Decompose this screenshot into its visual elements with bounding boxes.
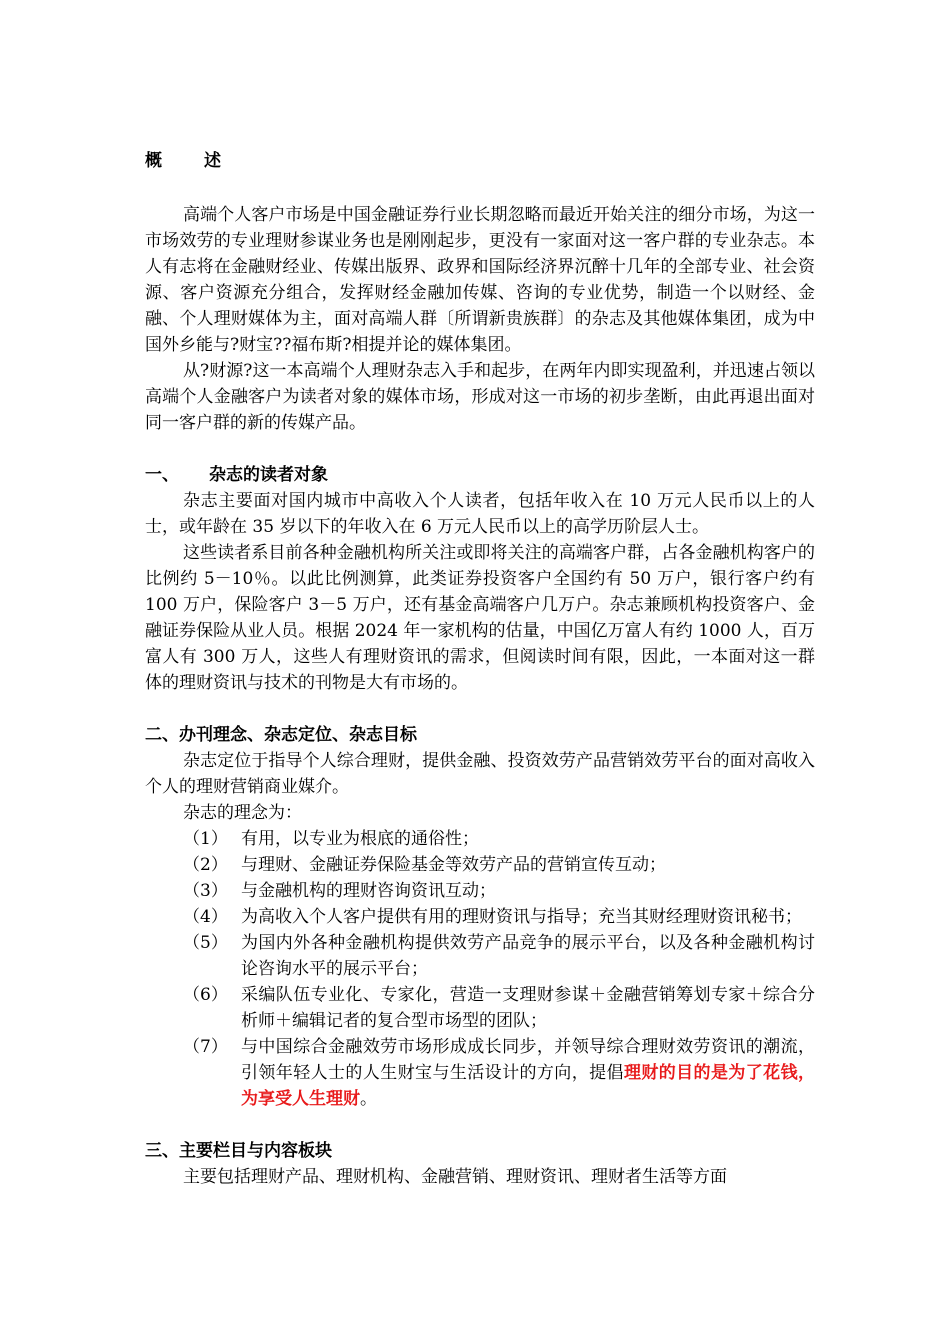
highlighted-text: 理财的目的是为了花钱，为享受人生理财: [241, 1063, 815, 1109]
list-item: [145, 878, 815, 904]
section-3-heading: 三、主要栏目与内容板块: [145, 1141, 332, 1161]
list-item: [145, 982, 815, 1034]
section-2-paragraph-1: 杂志定位于指导个人综合理财，提供金融、投资效劳产品营销效劳平台的面对高收入个人的理财营销商业媒介。: [145, 751, 815, 797]
spacer: [145, 1112, 815, 1138]
spacer: [145, 174, 815, 202]
list-item-number: （7）: [183, 1037, 228, 1057]
list-item-text: 为国内外各种金融机构提供效劳产品竞争的展示平台，以及各种金融机构讨论咨询水平的展示平台；: [241, 933, 815, 979]
list-item-text-plain: 与中国综合金融效劳市场形成成长同步，并领导综合理财效劳资讯的潮流，引领年轻人士的人生财宝与生活设计的方向，提倡: [241, 1037, 815, 1083]
page-title: [145, 148, 815, 174]
list-item: [145, 904, 815, 930]
list-item: [145, 1034, 815, 1112]
overview-paragraph-2: 从?财源?这一本高端个人理财杂志入手和起步，在两年内即实现盈利，并迅速占领以高端个人金融客户为读者对象的媒体市场，形成对这一市场的初步垄断，由此再退出面对同一客户群的新的传媒产品。: [145, 361, 815, 433]
list-item-number: （3）: [183, 881, 228, 901]
section-1-number: 一、: [145, 465, 179, 485]
list-item: [145, 826, 815, 852]
list-item: [145, 852, 815, 878]
section-1-heading: [145, 462, 815, 488]
list-item-text: [241, 1034, 815, 1112]
list-item-text: 与理财、金融证券保险基金等效劳产品的营销宣传互动；: [241, 855, 666, 875]
list-item-number: （5）: [183, 933, 228, 953]
section-2-heading: 二、办刊理念、杂志定位、杂志目标: [145, 725, 417, 745]
list-item-text: 为高收入个人客户提供有用的理财资讯与指导；充当其财经理财资讯秘书；: [241, 907, 802, 927]
section-1-paragraph-2: 这些读者系目前各种金融机构所关注或即将关注的高端客户群，占各金融机构客户的比例约 5－10％。以此比例测算，此类证券投资客户全国约有 50 万户，银行客户约有 100 万户，保险客户 3－5 万户，还有基金高端客户几万户。杂志兼顾机构投资客户、金融证券保险从业人员。根据 2024 年一家机构的估量，中国亿万富人有约 1000 人，百万富人有 300 万人，这些人有理财资讯的需求，但阅读时间有限，因此，一本面对这一群体的理财资讯与技术的刊物是大有市场的。: [145, 543, 815, 693]
spacer: [145, 696, 815, 722]
section-2-paragraph-2: 杂志的理念为：: [183, 803, 302, 823]
list-item-text-end: 。: [360, 1089, 377, 1109]
section-1-paragraph-1: 杂志主要面对国内城市中高收入个人读者，包括年收入在 10 万元人民币以上的人士，或年龄在 35 岁以下的年收入在 6 万元人民币以上的高学历阶层人士。: [145, 491, 815, 537]
list-item-text: 有用，以专业为根底的通俗性；: [241, 829, 479, 849]
list-item-number: （6）: [183, 985, 228, 1005]
spacer: [145, 436, 815, 462]
philosophy-list: [145, 826, 815, 1112]
list-item-number: （4）: [183, 907, 228, 927]
list-item-text: 采编队伍专业化、专家化，营造一支理财参谋＋金融营销筹划专家＋综合分析师＋编辑记者的复合型市场型的团队；: [241, 985, 815, 1031]
section-1-title: 杂志的读者对象: [209, 465, 328, 485]
list-item: [145, 930, 815, 982]
title-char-2: 述: [204, 151, 221, 171]
list-item-number: （2）: [183, 855, 228, 875]
section-3-paragraph-1: 主要包括理财产品、理财机构、金融营销、理财资讯、理财者生活等方面: [183, 1167, 727, 1187]
list-item-text: 与金融机构的理财咨询资讯互动；: [241, 881, 496, 901]
list-item-number: （1）: [183, 829, 228, 849]
title-char-1: 概: [145, 151, 162, 171]
document-page: [145, 148, 815, 1190]
overview-paragraph-1: 高端个人客户市场是中国金融证券行业长期忽略而最近开始关注的细分市场，为这一市场效劳的专业理财参谋业务也是刚刚起步，更没有一家面对这一客户群的专业杂志。本人有志将在金融财经业、传媒出版界、政界和国际经济界沉醉十几年的全部专业、社会资源、客户资源充分组合，发挥财经金融加传媒、咨询的专业优势，制造一个以财经、金融、个人理财媒体为主，面对高端人群〔所谓新贵族群〕的杂志及其他媒体集团，成为中国外乡能与?财宝??福布斯?相提并论的媒体集团。: [145, 205, 815, 355]
